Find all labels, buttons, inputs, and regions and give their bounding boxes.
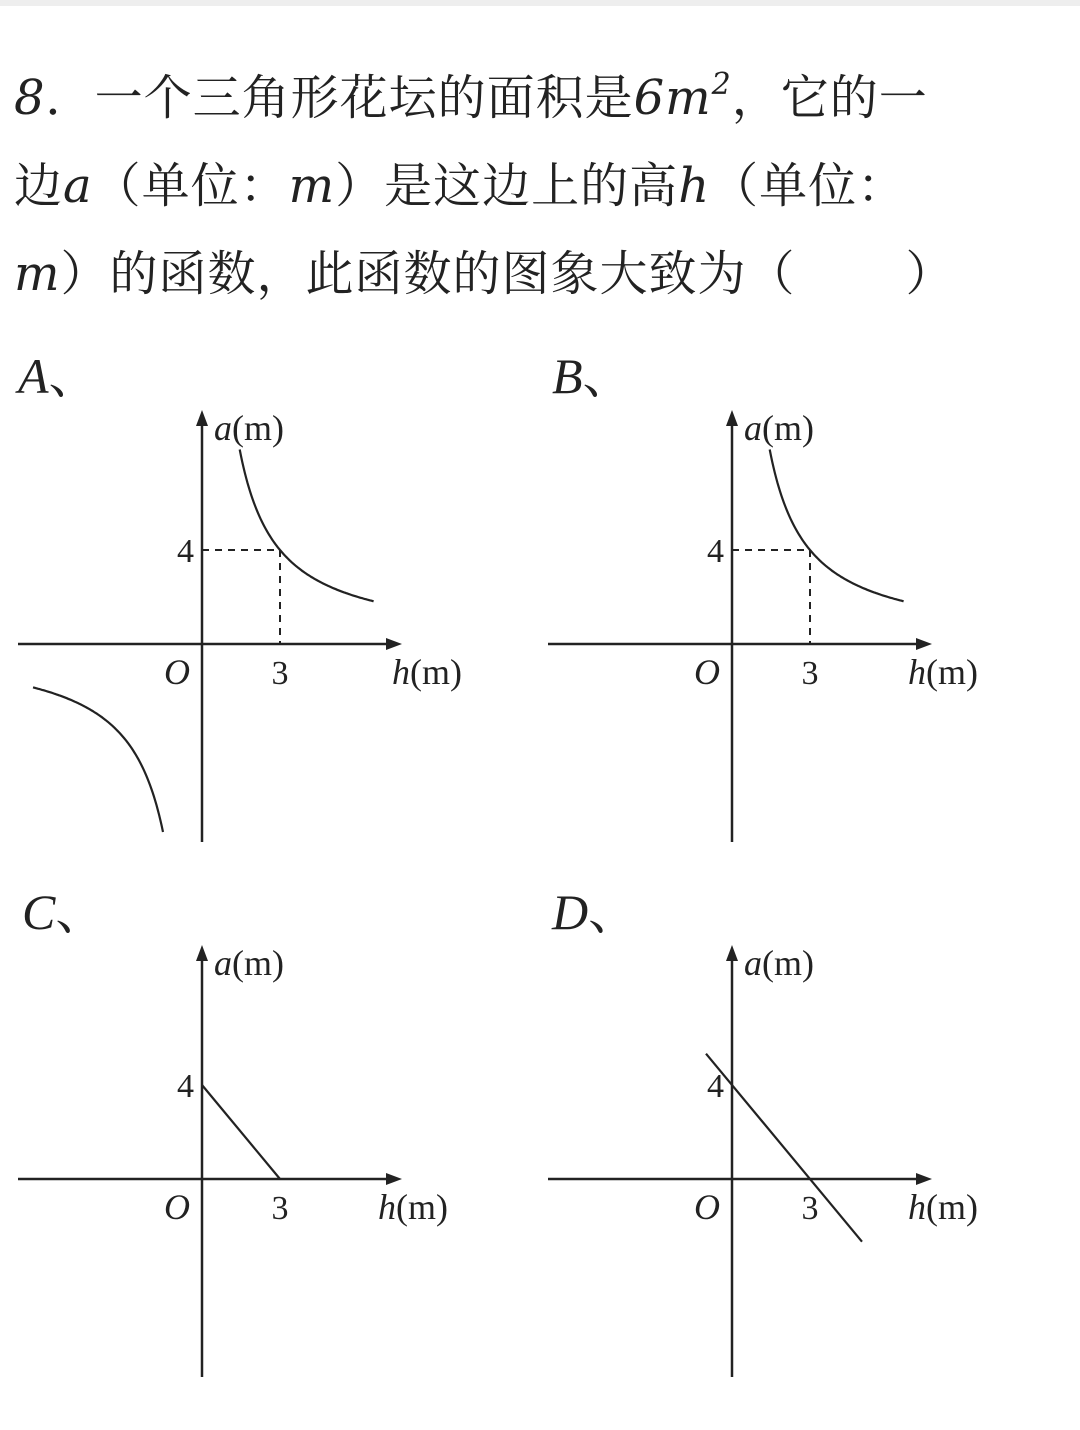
question-text-part: ，它的一 bbox=[731, 70, 928, 126]
curve-branch-negative bbox=[33, 687, 163, 832]
y-tick-label: 4 bbox=[177, 1068, 194, 1105]
y-axis-label: a(m) bbox=[214, 408, 284, 448]
curve-branch-positive bbox=[770, 450, 904, 602]
x-axis-label: h(m) bbox=[908, 1187, 978, 1227]
line-segment bbox=[202, 1085, 280, 1179]
x-axis-arrow bbox=[916, 1173, 932, 1185]
x-tick-label: 3 bbox=[801, 1190, 819, 1227]
area-value: 6m bbox=[633, 70, 712, 126]
question-text-part: 边 bbox=[14, 158, 64, 214]
origin-label: O bbox=[694, 1187, 720, 1227]
graph-c bbox=[0, 935, 530, 1385]
question-text-part: ） bbox=[905, 246, 955, 302]
y-axis-label: a(m) bbox=[744, 943, 814, 983]
option-letter: A bbox=[18, 348, 49, 404]
question-text-part: ）的函数，此函数的图象大致为（ bbox=[60, 246, 796, 302]
option-c-label[interactable] bbox=[22, 872, 105, 944]
option-separator: 、 bbox=[582, 348, 633, 404]
question-number: 8 bbox=[14, 70, 46, 126]
x-axis-arrow bbox=[386, 638, 402, 650]
option-a-label[interactable] bbox=[18, 336, 99, 408]
option-separator: 、 bbox=[55, 884, 106, 940]
y-axis-arrow bbox=[726, 410, 738, 426]
unit-m: m bbox=[14, 246, 61, 302]
x-axis-label: h(m) bbox=[378, 1187, 448, 1227]
question-line-1 bbox=[14, 54, 1064, 142]
area-exponent: 2 bbox=[711, 67, 732, 102]
variable-a: a bbox=[63, 158, 93, 214]
origin-label: O bbox=[694, 652, 720, 692]
y-axis-arrow bbox=[726, 945, 738, 961]
question-text bbox=[14, 54, 1064, 318]
variable-h: h bbox=[678, 158, 711, 214]
x-tick-label: 3 bbox=[801, 655, 819, 692]
y-axis-arrow bbox=[196, 945, 208, 961]
x-axis-arrow bbox=[916, 638, 932, 650]
graph-a bbox=[0, 400, 530, 850]
y-tick-label: 4 bbox=[177, 533, 194, 570]
option-letter: C bbox=[22, 884, 56, 940]
question-line-3 bbox=[14, 230, 1064, 318]
y-tick-label: 4 bbox=[707, 1068, 724, 1105]
x-tick-label: 3 bbox=[271, 1190, 289, 1227]
y-tick-label: 4 bbox=[707, 533, 724, 570]
graph-d bbox=[530, 935, 1060, 1385]
origin-label: O bbox=[164, 1187, 190, 1227]
x-axis-arrow bbox=[386, 1173, 402, 1185]
option-d-label[interactable] bbox=[552, 872, 638, 944]
option-b-label[interactable] bbox=[552, 336, 633, 408]
y-axis-label: a(m) bbox=[214, 943, 284, 983]
question-separator: ． bbox=[45, 70, 95, 126]
x-tick-label: 3 bbox=[271, 655, 289, 692]
graph-b bbox=[530, 400, 1060, 850]
x-axis-label: h(m) bbox=[392, 652, 462, 692]
option-separator: 、 bbox=[48, 348, 99, 404]
question-text-part: ）是这边上的高 bbox=[335, 158, 679, 214]
origin-label: O bbox=[164, 652, 190, 692]
curve-branch-positive bbox=[240, 450, 374, 602]
option-separator: 、 bbox=[588, 884, 639, 940]
x-axis-label: h(m) bbox=[908, 652, 978, 692]
option-letter: B bbox=[552, 348, 583, 404]
y-axis-arrow bbox=[196, 410, 208, 426]
unit-m: m bbox=[288, 158, 336, 214]
option-letter: D bbox=[552, 884, 589, 940]
question-text-part: （单位： bbox=[92, 158, 289, 214]
straight-line bbox=[706, 1054, 862, 1242]
question-text-part: 一个三角形花坛的面积是 bbox=[94, 70, 634, 126]
question-line-2 bbox=[14, 142, 1064, 230]
top-divider bbox=[0, 0, 1080, 6]
question-text-part: （单位： bbox=[710, 158, 907, 214]
y-axis-label: a(m) bbox=[744, 408, 814, 448]
